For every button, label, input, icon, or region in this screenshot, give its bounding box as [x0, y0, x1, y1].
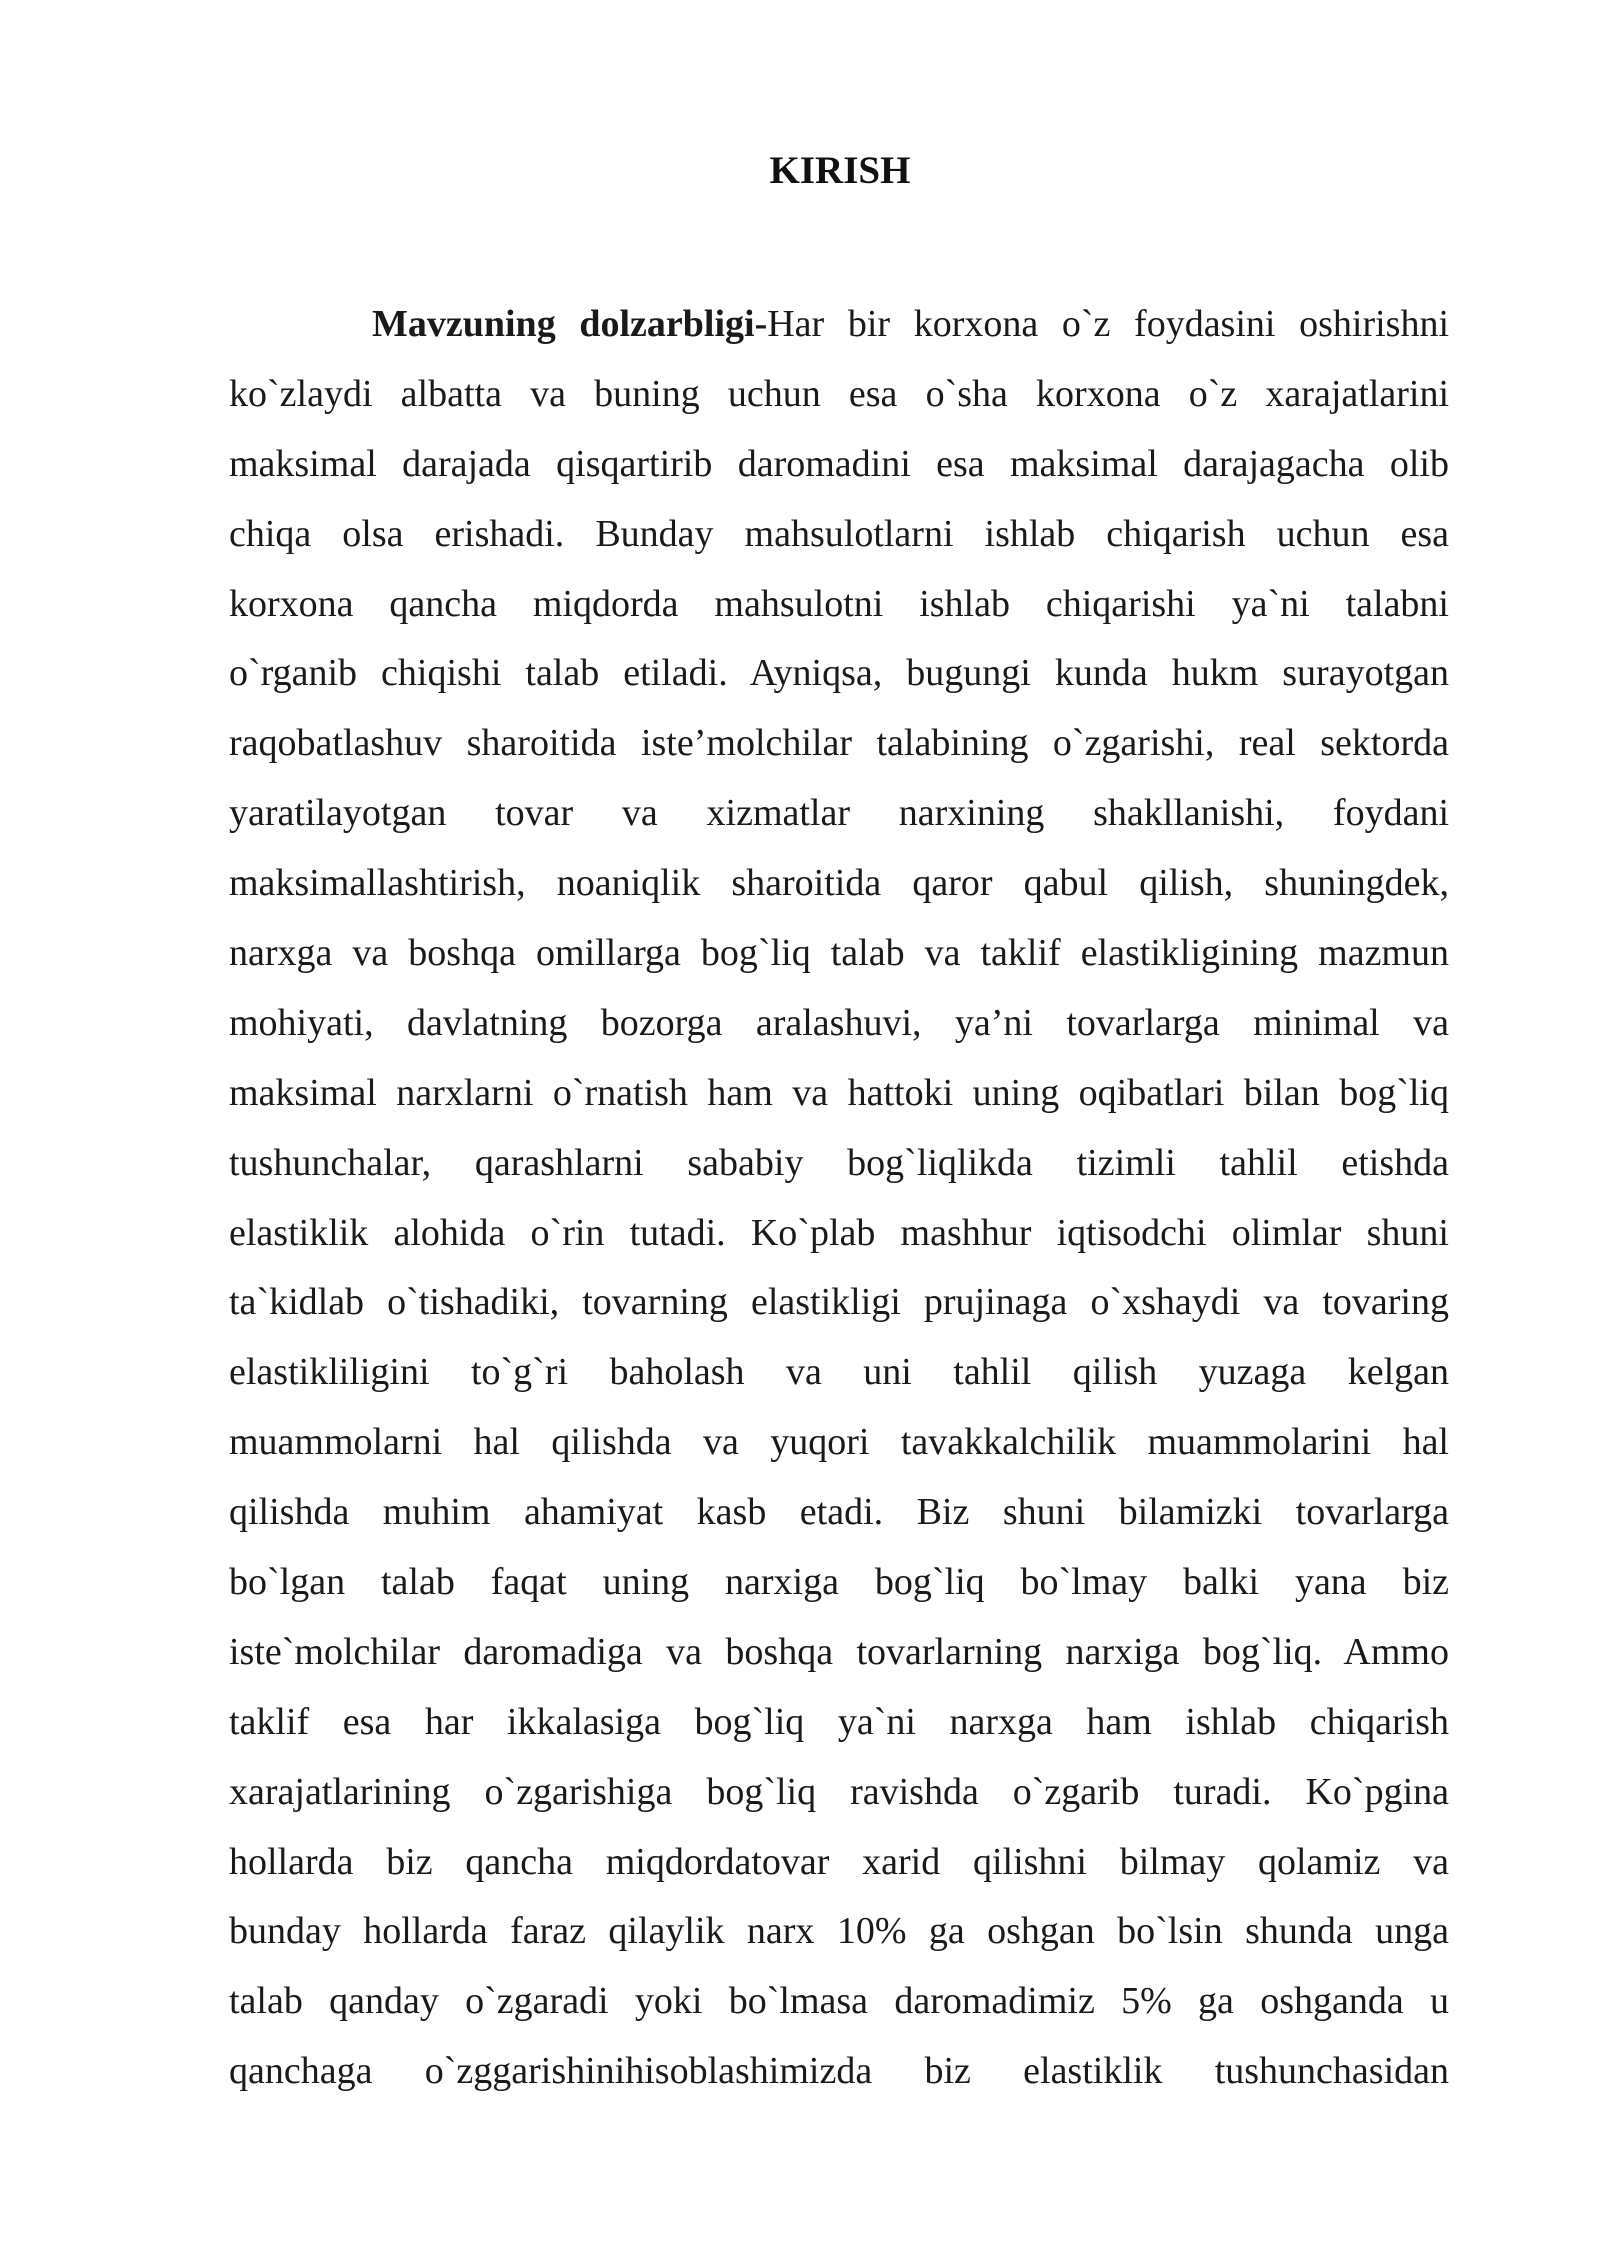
- text-line: maksimal darajada qisqartirib daromadini esa maksimal darajagacha olib: [229, 442, 1449, 485]
- text-line: mohiyati, davlatning bozorga aralashuvi, ya’ni tovarlarga minimal va: [229, 1001, 1449, 1044]
- text-line: o`rganib chiqishi talab etiladi. Ayniqsa, bugungi kunda hukm surayotgan: [229, 652, 1449, 695]
- text-line: maksimallashtirish, noaniqlik sharoitida qaror qabul qilish, shuningdek,: [229, 862, 1449, 905]
- text-line: tushunchalar, qarashlarni sababiy bog`liqlikda tizimli tahlil etishda: [229, 1141, 1449, 1184]
- text-line: hollarda biz qancha miqdordatovar xarid qilishni bilmay qolamiz va: [229, 1840, 1449, 1883]
- text-line: iste`molchilar daromadiga va boshqa tovarlarning narxiga bog`liq. Ammo: [229, 1630, 1449, 1673]
- text-line: talab qanday o`zgaradi yoki bo`lmasa daromadimiz 5% ga oshganda u: [229, 1980, 1449, 2023]
- text-line: ko`zlaydi albatta va buning uchun esa o`sha korxona o`z xarajatlarini: [229, 372, 1449, 415]
- text-line: maksimal narxlarni o`rnatish ham va hattoki uning oqibatlari bilan bog`liq: [229, 1071, 1449, 1114]
- text-line: korxona qancha miqdorda mahsulotni ishlab chiqarishi ya`ni talabni: [229, 582, 1449, 625]
- text-line: yaratilayotgan tovar va xizmatlar narxining shakllanishi, foydani: [229, 792, 1449, 835]
- text-line: raqobatlashuv sharoitida iste’molchilar talabining o`zgarishi, real sektorda: [229, 722, 1449, 765]
- text-line: elastiklik alohida o`rin tutadi. Ko`plab mashhur iqtisodchi olimlar shuni: [229, 1211, 1449, 1254]
- line-text: Har bir korxona o`z foydasini oshirishni: [767, 303, 1450, 345]
- text-line: muammolarni hal qilishda va yuqori tavakkalchilik muammolarini hal: [229, 1421, 1449, 1464]
- lead-term: Mavzuning dolzarbligi-: [372, 303, 768, 345]
- text-line: qilishda muhim ahamiyat kasb etadi. Biz shuni bilamizki tovarlarga: [229, 1491, 1449, 1534]
- text-line: narxga va boshqa omillarga bog`liq talab va taklif elastikligining mazmun: [229, 932, 1449, 975]
- text-line: xarajatlarining o`zgarishiga bog`liq ravishda o`zgarib turadi. Ko`pgina: [229, 1770, 1449, 1813]
- body-paragraph: [229, 290, 1449, 2107]
- text-line: chiqa olsa erishadi. Bunday mahsulotlarni ishlab chiqarish uchun esa: [229, 512, 1449, 555]
- page-title: KIRISH: [769, 149, 911, 192]
- text-line: qanchaga o`zggarishinihisoblashimizda biz elastiklik tushunchasidan: [229, 2050, 1449, 2093]
- text-line: taklif esa har ikkalasiga bog`liq ya`ni narxga ham ishlab chiqarish: [229, 1700, 1449, 1743]
- text-line: elastikliligini to`g`ri baholash va uni tahlil qilish yuzaga kelgan: [229, 1351, 1449, 1394]
- text-line: ta`kidlab o`tishadiki, tovarning elastikligi prujinaga o`xshaydi va tovaring: [229, 1281, 1449, 1324]
- text-line: bunday hollarda faraz qilaylik narx 10% ga oshgan bo`lsin shunda unga: [229, 1910, 1449, 1953]
- text-line: bo`lgan talab faqat uning narxiga bog`liq bo`lmay balki yana biz: [229, 1561, 1449, 1604]
- text-line: [229, 290, 1449, 360]
